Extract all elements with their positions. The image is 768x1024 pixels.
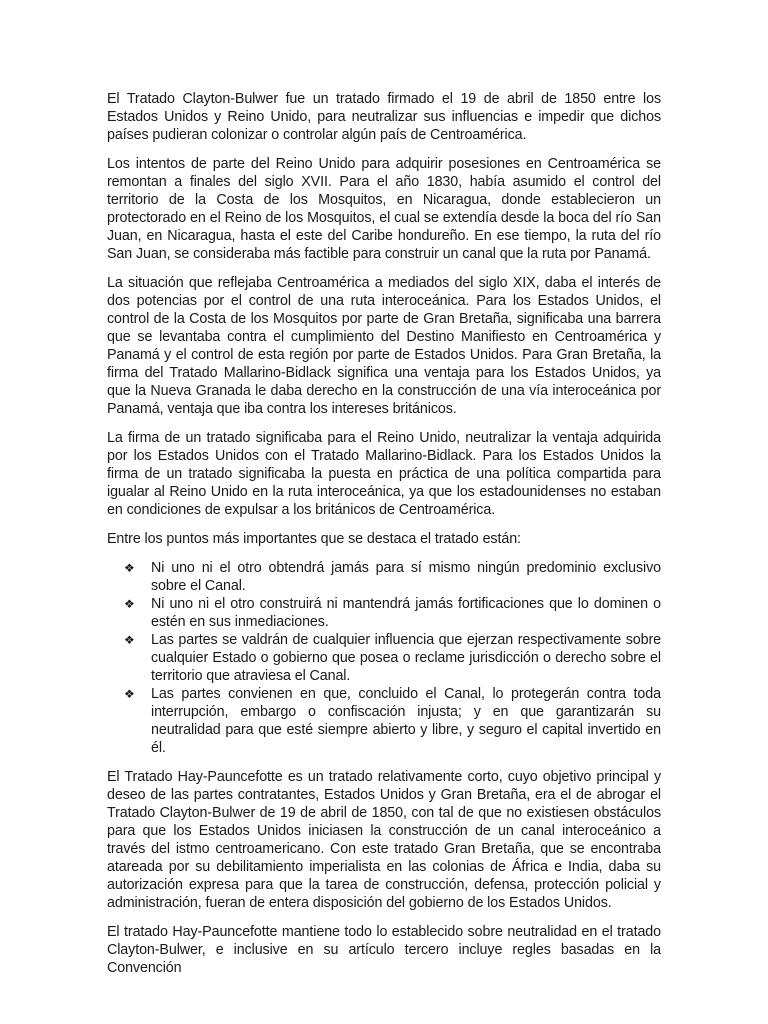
paragraph-neutrality: El tratado Hay-Pauncefotte mantiene todo lo establecido sobre neutralidad en el tratado Clayton-Bulwer, e inclusive en su artículo tercero incluye regles basadas en la Convención <box>107 924 661 976</box>
diamond-bullet-icon: ❖ <box>124 561 135 575</box>
list-item-text: Las partes convienen en que, concluido el Canal, lo protegerán contra toda interrupción, embargo o confiscación injusta; y en que garantizarán su neutralidad para que esté siempre abierto y libre, y seguro el capital invertido en él. <box>151 686 661 756</box>
paragraph-situation: La situación que reflejaba Centroamérica a mediados del siglo XIX, daba el interés de dos potencias por el control de una ruta interoceánica. Para los Estados Unidos, el control de la Costa de los Mosquitos por parte de Gran Bretaña, significaba una barrera que se levantaba contra el cumplimiento del Destino Manifiesto en Centroamérica y Panamá y el control de esta región por parte de Estados Unidos. Para Gran Bretaña, la firma del Tratado Mallarino-Bidlack significa una ventaja para los Estados Unidos, ya que la Nueva Granada le daba derecho en la construcción de una vía interoceánica por Panamá, ventaja que iba contra los intereses británicos. <box>107 275 661 417</box>
diamond-bullet-icon: ❖ <box>124 633 135 647</box>
list-item-text: Ni uno ni el otro obtendrá jamás para sí mismo ningún predominio exclusivo sobre el Canal. <box>151 560 661 594</box>
list-item-text: Ni uno ni el otro construirá ni mantendrá jamás fortificaciones que lo dominen o estén en sus inmediaciones. <box>151 596 661 630</box>
diamond-bullet-icon: ❖ <box>124 597 135 611</box>
paragraph-intro: El Tratado Clayton-Bulwer fue un tratado firmado el 19 de abril de 1850 entre los Estados Unidos y Reino Unido, para neutralizar sus influencias e impedir que dichos países pudieran colonizar o controlar algún país de Centroamérica. <box>107 91 661 143</box>
paragraph-signing: La firma de un tratado significaba para el Reino Unido, neutralizar la ventaja adquirida por los Estados Unidos con el Tratado Mallarino-Bidlack. Para los Estados Unidos la firma de un tratado significaba la puesta en práctica de una política compartida para igualar al Reino Unido en la ruta interoceánica, ya que los estadounidenses no estaban en condiciones de expulsar a los británicos de Centroamérica. <box>107 430 661 518</box>
list-item <box>107 685 661 757</box>
treaty-points-list <box>107 559 661 757</box>
paragraph-history: Los intentos de parte del Reino Unido para adquirir posesiones en Centroamérica se remontan a finales del siglo XVII. Para el año 1830, había asumido el control del territorio de la Costa de los Mosquitos, en Nicaragua, donde establecieron un protectorado en el Reino de los Mosquitos, el cual se extendía desde la boca del río San Juan, en Nicaragua, hasta el este del Caribe hondureño. En ese tiempo, la ruta del río San Juan, se consideraba más factible para construir un canal que la ruta por Panamá. <box>107 156 661 262</box>
paragraph-points-intro: Entre los puntos más importantes que se destaca el tratado están: <box>107 531 521 547</box>
document-page <box>107 90 661 988</box>
list-item-text: Las partes se valdrán de cualquier influencia que ejerzan respectivamente sobre cualquier Estado o gobierno que posea o reclame jurisdicción o derecho sobre el territorio que atraviesa el Canal. <box>151 632 661 684</box>
list-item <box>107 595 661 631</box>
list-item <box>107 559 661 595</box>
paragraph-hay-pauncefote: El Tratado Hay-Pauncefotte es un tratado relativamente corto, cuyo objetivo principal y deseo de las partes contratantes, Estados Unidos y Gran Bretaña, era el de abrogar el Tratado Clayton-Bulwer de 19 de abril de 1850, con tal de que no existiesen obstáculos para que los Estados Unidos iniciasen la construcción de un canal interoceánico a través del istmo centroamericano. Con este tratado Gran Bretaña, que se encontraba atareada por su debilitamiento imperialista en las colonias de África e India, daba su autorización expresa para que la tarea de construcción, defensa, protección policial y administración, fueran de entera disposición del gobierno de los Estados Unidos. <box>107 769 661 911</box>
list-item <box>107 631 661 685</box>
diamond-bullet-icon: ❖ <box>124 687 135 701</box>
